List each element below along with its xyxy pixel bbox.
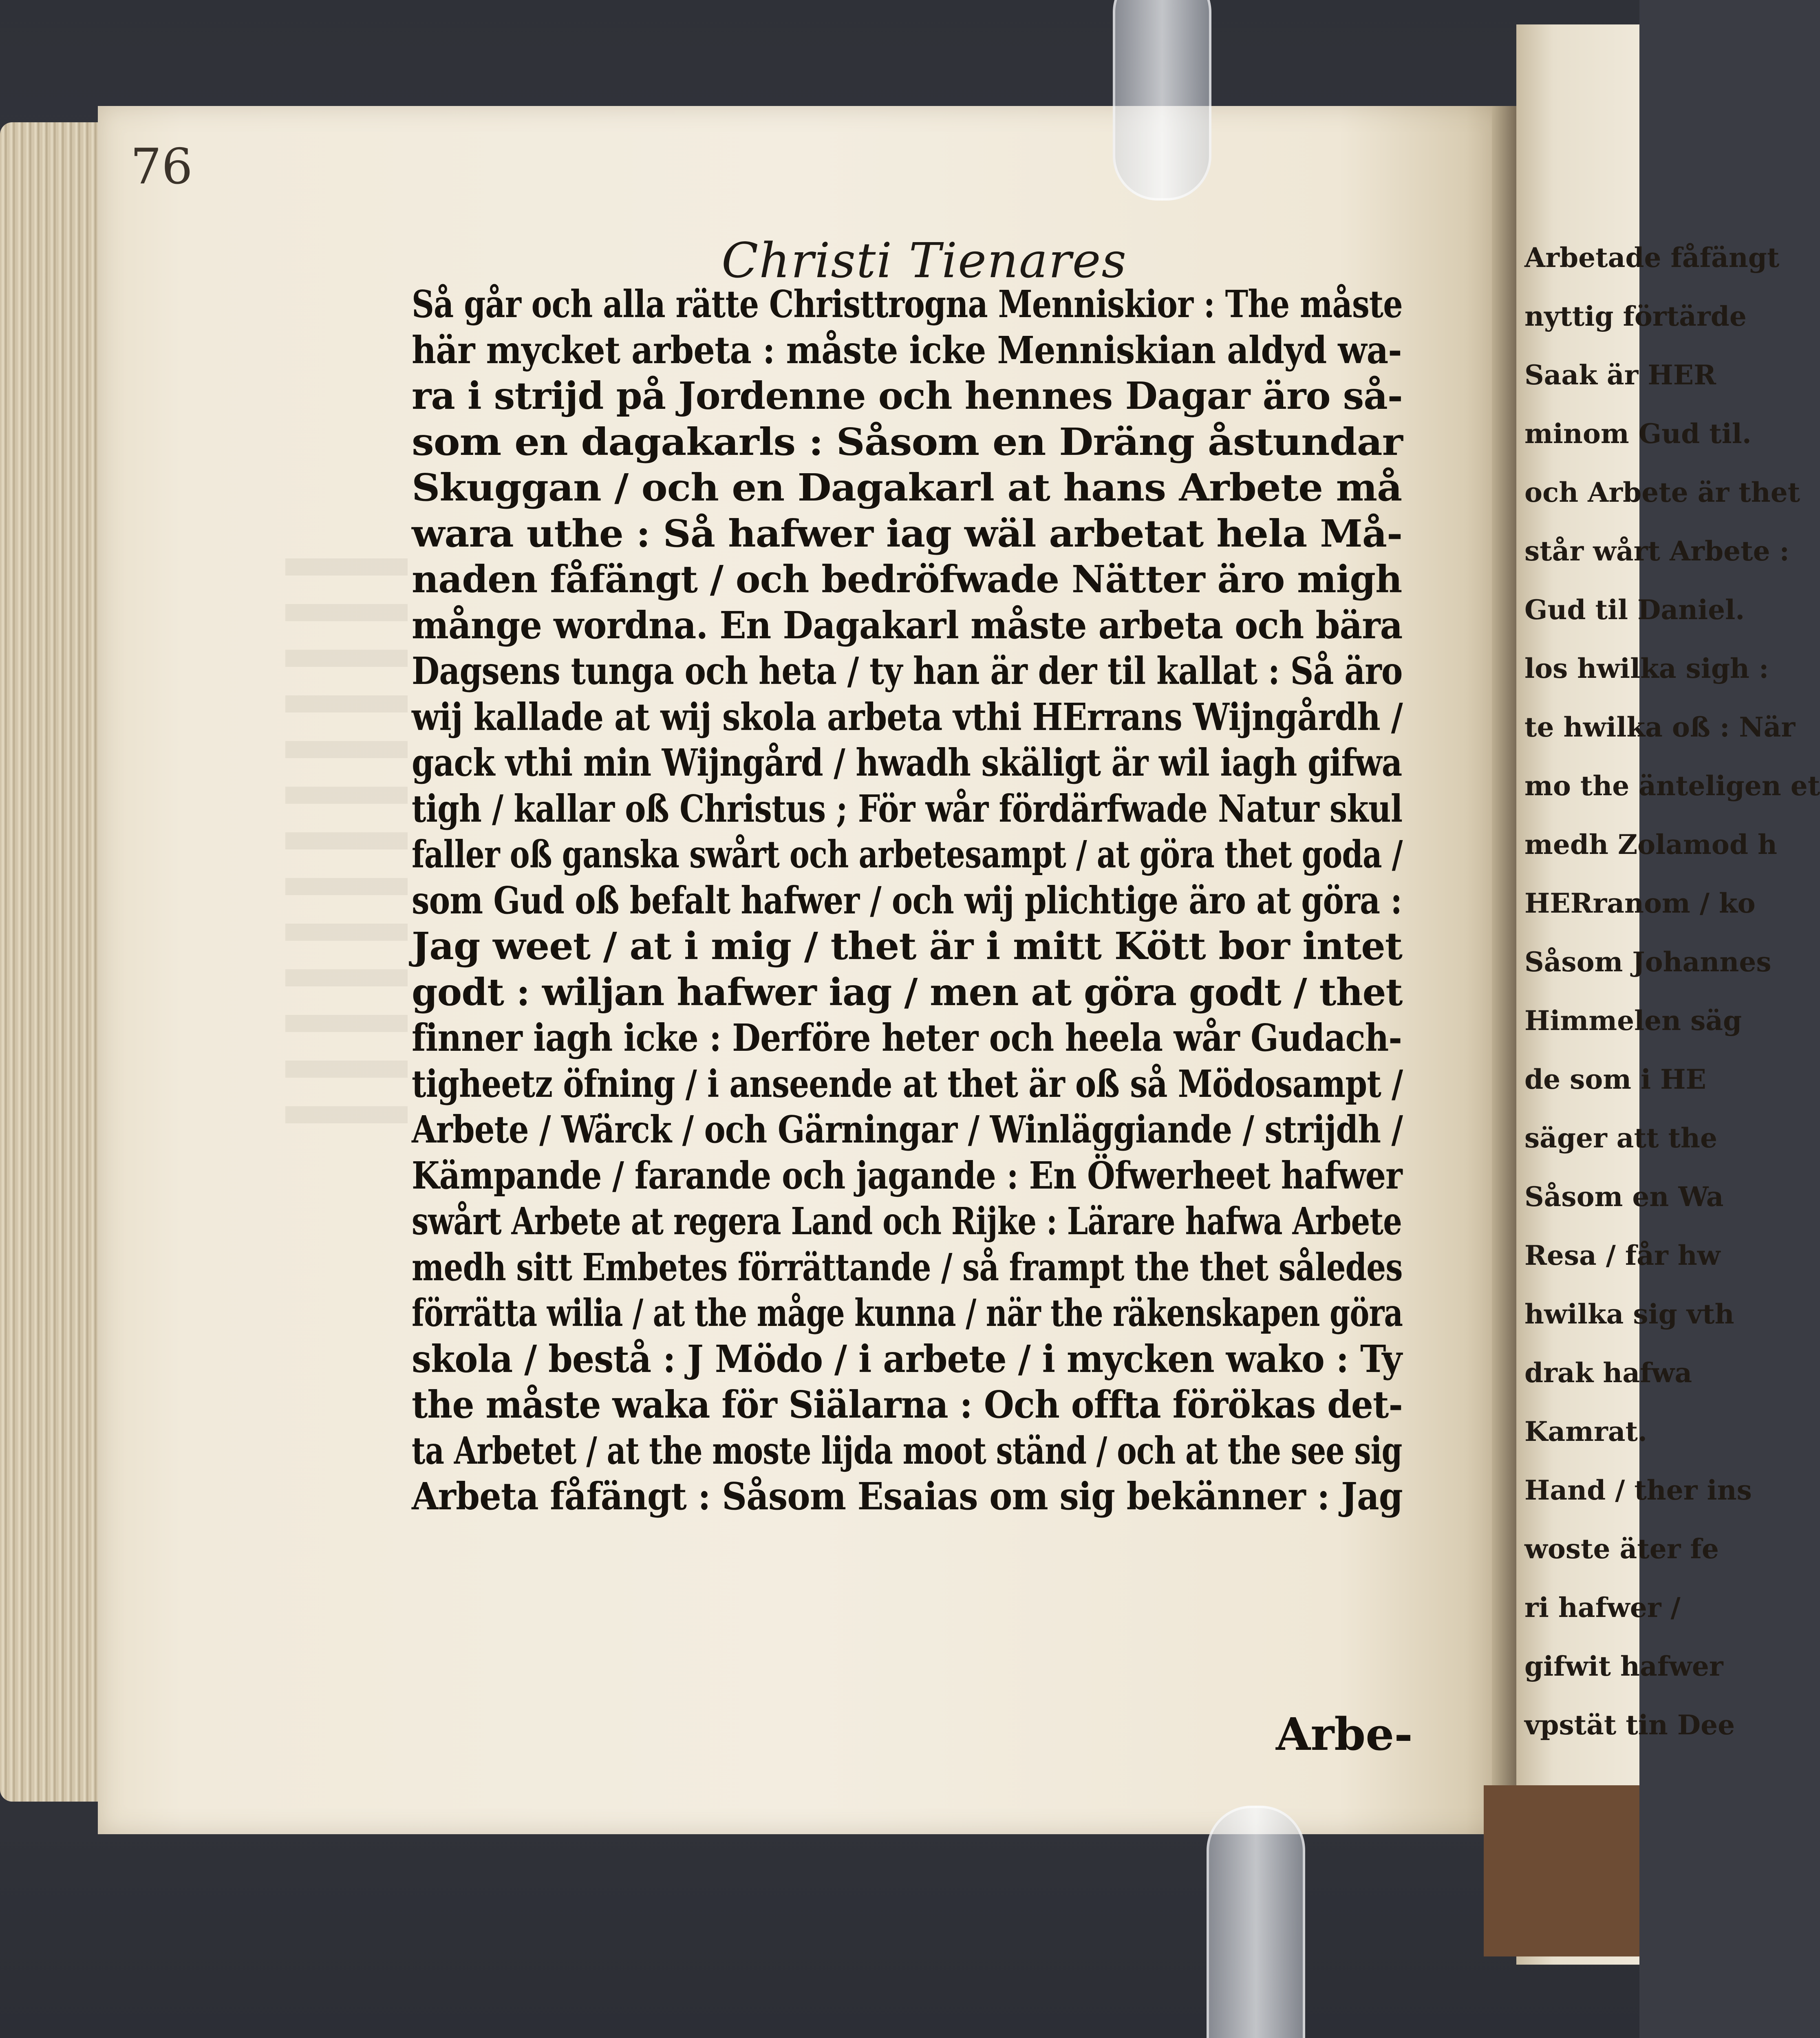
- right-page-line: Himmelen säg: [1524, 1005, 1742, 1037]
- right-page: [1516, 24, 1820, 1965]
- body-line: [412, 373, 1402, 419]
- body-line-text: skola / bestå : J Mödo / i arbete / i mycken wako : Ty: [412, 1337, 1402, 1381]
- right-page-line: HERranom / ko: [1524, 887, 1756, 919]
- right-page-line: Såsom en Wa: [1524, 1181, 1724, 1213]
- body-line: [412, 878, 1402, 924]
- right-page-text: [1524, 228, 1820, 1754]
- body-line-text: godt : wiljan hafwer iag / men at göra godt / thet: [412, 970, 1403, 1014]
- right-page-line: Hand / ther ins: [1524, 1474, 1752, 1506]
- right-page-line: Saak är HER: [1524, 359, 1716, 391]
- bleed-through-shadow: [285, 530, 408, 1141]
- body-line: [412, 1382, 1402, 1428]
- body-line-text: Arbete / Wärck / och Gärningar / Winläggiande / strijdh /: [412, 1107, 1403, 1151]
- body-line: [412, 740, 1402, 786]
- right-page-line: säger att the: [1524, 1122, 1717, 1154]
- body-line-text: som Gud oß befalt hafwer / och wij plichtige äro at göra :: [412, 878, 1402, 922]
- body-line-text: Så går och alla rätte Christtrogna Menniskior : The måste: [412, 282, 1403, 326]
- right-page-line: och Arbete är thet: [1524, 476, 1800, 508]
- body-line-text: gack vthi min Wijngård / hwadh skäligt är wil iagh gifwa: [412, 741, 1402, 785]
- body-line: [412, 1473, 1402, 1520]
- body-line: [412, 465, 1402, 511]
- body-line: [412, 969, 1402, 1015]
- right-page-line: vpstät tin Dee: [1524, 1709, 1735, 1741]
- body-line-text: månge wordna. En Dagakarl måste arbeta och bära: [412, 603, 1403, 647]
- right-page-line: nyttig förtärde: [1524, 300, 1747, 332]
- right-page-line: hwilka sig vth: [1524, 1298, 1734, 1330]
- right-page-line: drak hafwa: [1524, 1357, 1692, 1389]
- body-line-text: naden fåfängt / och bedröfwade Nätter äro migh: [412, 557, 1402, 601]
- body-line: [412, 556, 1402, 602]
- body-line-text: här mycket arbeta : måste icke Menniskian aldyd wa-: [412, 328, 1402, 372]
- right-page-line: minom Gud til.: [1524, 418, 1752, 450]
- body-line-text: Jag weet / at i mig / thet är i mitt Kött bor intet: [412, 924, 1403, 968]
- body-line-text: medh sitt Embetes förrättande / så frampt the thet således: [412, 1245, 1403, 1289]
- catchword: Arbe-: [1276, 1708, 1413, 1760]
- body-line: [412, 511, 1402, 557]
- body-line-text: swårt Arbete at regera Land och Rijke : Lärare hafwa Arbete: [412, 1199, 1402, 1243]
- running-head: Christi Tienares: [721, 232, 1127, 289]
- body-line-text: Skuggan / och en Dagakarl at hans Arbete må: [412, 465, 1402, 510]
- body-line: [412, 281, 1402, 327]
- right-page-line: gifwit hafwer: [1524, 1650, 1723, 1682]
- body-line: [412, 786, 1402, 832]
- body-line: [412, 327, 1402, 373]
- body-line: [412, 694, 1402, 740]
- right-page-line: los hwilka sigh :: [1524, 653, 1769, 684]
- page-number: 76: [130, 139, 193, 195]
- right-page-line: Kamrat.: [1524, 1416, 1647, 1447]
- page-clip-top: [1113, 0, 1211, 201]
- body-line: [412, 1244, 1402, 1290]
- right-page-line: ri hafwer /: [1524, 1592, 1681, 1623]
- right-page-line: står wårt Arbete :: [1524, 535, 1789, 567]
- body-line-text: förrätta wilia / at the måge kunna / när the räkenskapen göra: [412, 1291, 1403, 1335]
- body-text: [412, 281, 1402, 1520]
- right-page-line: mo the änteligen et: [1524, 770, 1820, 802]
- body-line: [412, 1290, 1402, 1336]
- body-line: [412, 602, 1402, 648]
- body-line-text: ta Arbetet / at the moste lijda moot ständ / och at the see sig: [412, 1428, 1402, 1473]
- right-page-line: Arbetade fåfängt: [1524, 242, 1780, 273]
- body-line-text: Kämpande / farande och jagande : En Öfwerheet hafwer: [412, 1153, 1402, 1198]
- body-line: [412, 1198, 1402, 1244]
- body-line-text: Arbeta fåfängt : Såsom Esaias om sig bekänner : Jag: [412, 1474, 1403, 1518]
- body-line: [412, 419, 1402, 465]
- right-page-line: Gud til Daniel.: [1524, 594, 1745, 626]
- right-page-line: Såsom Johannes: [1524, 946, 1771, 978]
- body-line-text: Dagsens tunga och heta / ty han är der til kallat : Så äro: [412, 649, 1403, 693]
- body-line: [412, 1107, 1402, 1153]
- body-line-text: wij kallade at wij skola arbeta vthi HErrans Wijngårdh /: [412, 695, 1403, 739]
- body-line: [412, 648, 1402, 694]
- right-page-line: Resa / får hw: [1524, 1240, 1721, 1271]
- body-line: [412, 1061, 1402, 1107]
- body-line-text: faller oß ganska swårt och arbetesampt / at göra thet goda /: [412, 832, 1403, 876]
- book-cover-corner: [1484, 1785, 1639, 1956]
- body-line: [412, 1428, 1402, 1474]
- right-page-line: woste äter fe: [1524, 1533, 1719, 1565]
- body-line: [412, 832, 1402, 878]
- body-line-text: tigheetz öfning / i anseende at thet är oß så Mödosampt /: [412, 1061, 1403, 1106]
- right-page-line: medh Zolamod h: [1524, 829, 1777, 860]
- right-page-line: de som i HE: [1524, 1063, 1706, 1095]
- body-line-text: ra i strijd på Jordenne och hennes Dagar äro så-: [412, 374, 1403, 418]
- body-line-text: tigh / kallar oß Christus ; För wår fördärfwade Natur skul: [412, 786, 1403, 831]
- body-line-text: wara uthe : Så hafwer iag wäl arbetat hela Må-: [412, 511, 1403, 556]
- body-line: [412, 923, 1402, 969]
- right-page-line: te hwilka oß : När: [1524, 711, 1796, 743]
- body-line-text: finner iagh icke : Derföre heter och heela wår Gudach-: [412, 1016, 1402, 1060]
- body-line-text: som en dagakarls : Såsom en Dräng åstundar: [412, 419, 1403, 464]
- body-line-text: the måste waka för Siälarna : Och offta förökas det-: [412, 1383, 1403, 1427]
- body-line: [412, 1015, 1402, 1061]
- body-line: [412, 1153, 1402, 1199]
- body-line: [412, 1336, 1402, 1382]
- page-clip-bottom: [1207, 1806, 1305, 2038]
